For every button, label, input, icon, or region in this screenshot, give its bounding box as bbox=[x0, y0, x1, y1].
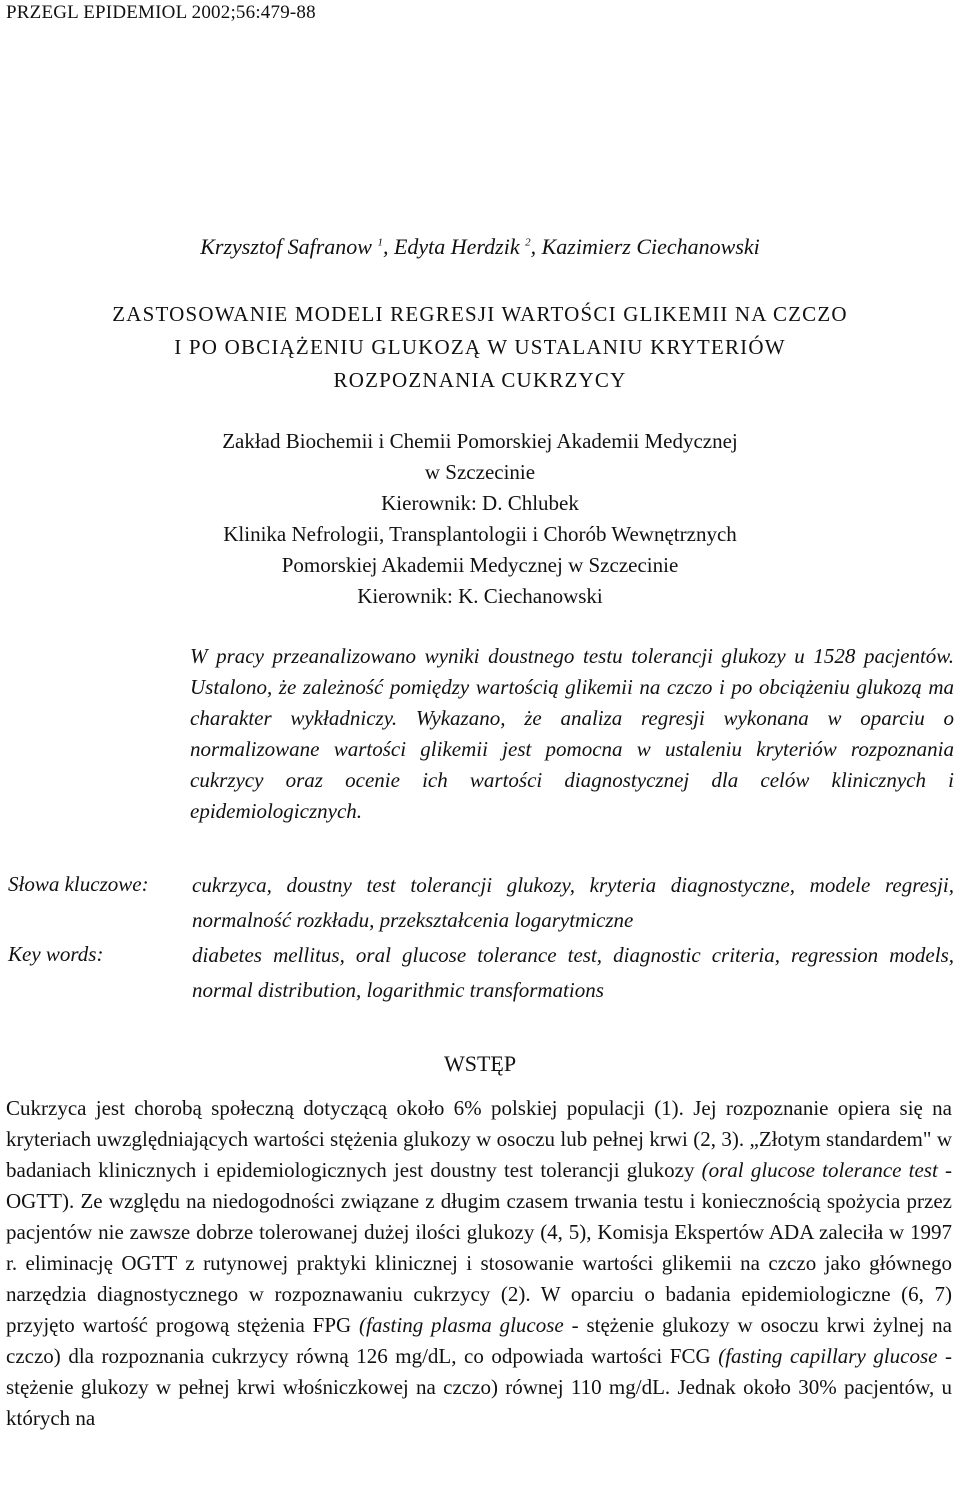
body-text-4: - stężenie glukozy w pełnej krwi włośniczkowej na czczo) równej 110 mg/dL. Jednak około 30% pacjentów, u których na bbox=[6, 1344, 953, 1430]
author-separator: , bbox=[530, 234, 537, 259]
keywords-pl-label: Słowa kluczowe: bbox=[8, 872, 149, 896]
body-text-1: Cukrzyca jest chorobą społeczną dotyczącą około 6% polskiej populacji (1). Jej rozpoznanie opiera się na kryteriach uwzględniających wartości stężenia glukozy w osoczu lub pełnej krwi (2, 3). „Złotym standardem" w badaniach klinicznych i epidemiologicznych jest doustny test tolerancji glukozy bbox=[6, 1096, 952, 1182]
title-line-3: ROZPOZNANIA CUKRZYCY bbox=[333, 368, 627, 392]
author-2-affil: 2 bbox=[525, 236, 531, 249]
body-term-fpg: (fasting plasma glucose bbox=[359, 1313, 564, 1337]
authors bbox=[0, 234, 960, 260]
keywords-pl-text: cukrzyca, doustny test tolerancji glukozy, kryteria diagnostyczne, modele regresji, normalność rozkładu, przekształcenia logarytmiczne bbox=[192, 873, 954, 932]
abstract: W pracy przeanalizowano wyniki doustnego testu tolerancji glukozy u 1528 pacjentów. Ustalono, że zależność pomiędzy wartością glikemii na czczo i po obciążeniu glukozą ma charakter wykładniczy. Wykazano, że analiza regresji wykonana w oparciu o normalizowane wartości glikemii jest pomocna w ustaleniu kryteriów rozpoznania cukrzycy oraz ocenie ich wartości diagnostycznej dla celów klinicznych i epidemiologicznych. bbox=[190, 644, 954, 823]
journal-header: PRZEGL EPIDEMIOL 2002;56:479-88 bbox=[6, 2, 316, 23]
affiliation-line-2: w Szczecinie bbox=[424, 460, 536, 484]
affiliation-line-5: Pomorskiej Akademii Medycznej w Szczecinie bbox=[281, 553, 679, 577]
affiliations bbox=[0, 426, 960, 612]
author-1: Krzysztof Safranow bbox=[200, 234, 372, 259]
keywords-en-text: diabetes mellitus, oral glucose tolerance test, diagnostic criteria, regression models, normal distribution, logarithmic transformations bbox=[192, 943, 954, 1002]
author-3: Kazimierz Ciechanowski bbox=[541, 234, 760, 259]
title-line-1: ZASTOSOWANIE MODELI REGRESJI WARTOŚCI GLIKEMII NA CZCZO bbox=[112, 302, 848, 326]
affiliation-line-1: Zakład Biochemii i Chemii Pomorskiej Akademii Medycznej bbox=[222, 429, 738, 453]
body-text-3: - stężenie glukozy w osoczu krwi żylnej na czczo) dla rozpoznania cukrzycy równą 126 mg/dL, co odpowiada wartości FCG bbox=[6, 1313, 952, 1368]
keywords-en-label: Key words: bbox=[8, 942, 104, 966]
body-text-2: - OGTT). Ze względu na niedogodności związane z długim czasem trwania testu i koniecznością spożycia przez pacjentów nie zawsze dobrze tolerowanej dużej ilości glukozy (4, 5), Komisja Ekspertów ADA zaleciła w 1997 r. eliminację OGTT z rutynowej praktyki klinicznej i stosowanie wartości glikemii na czczo jako głównego narzędzia diagnostycznego w rozpoznawaniu cukrzycy (2). W oparciu o badania epidemiologiczne (6, 7) przyjęto wartość progową stężenia FPG bbox=[6, 1158, 952, 1337]
body-term-ogtt: (oral glucose tolerance test bbox=[701, 1158, 938, 1182]
author-separator: , bbox=[382, 234, 389, 259]
author-1-affil: 1 bbox=[377, 236, 383, 249]
affiliation-line-6: Kierownik: K. Ciechanowski bbox=[357, 584, 603, 608]
paper-title bbox=[0, 298, 960, 397]
body-paragraph bbox=[6, 1093, 952, 1434]
author-2: Edyta Herdzik bbox=[393, 234, 520, 259]
section-heading: WSTĘP bbox=[443, 1051, 517, 1076]
title-line-2: I PO OBCIĄŻENIU GLUKOZĄ W USTALANIU KRYTERIÓW bbox=[174, 335, 786, 359]
affiliation-line-4: Klinika Nefrologii, Transplantologii i Chorób Wewnętrznych bbox=[223, 522, 737, 546]
body-term-fcg: (fasting capillary glucose bbox=[718, 1344, 938, 1368]
affiliation-line-3: Kierownik: D. Chlubek bbox=[381, 491, 579, 515]
